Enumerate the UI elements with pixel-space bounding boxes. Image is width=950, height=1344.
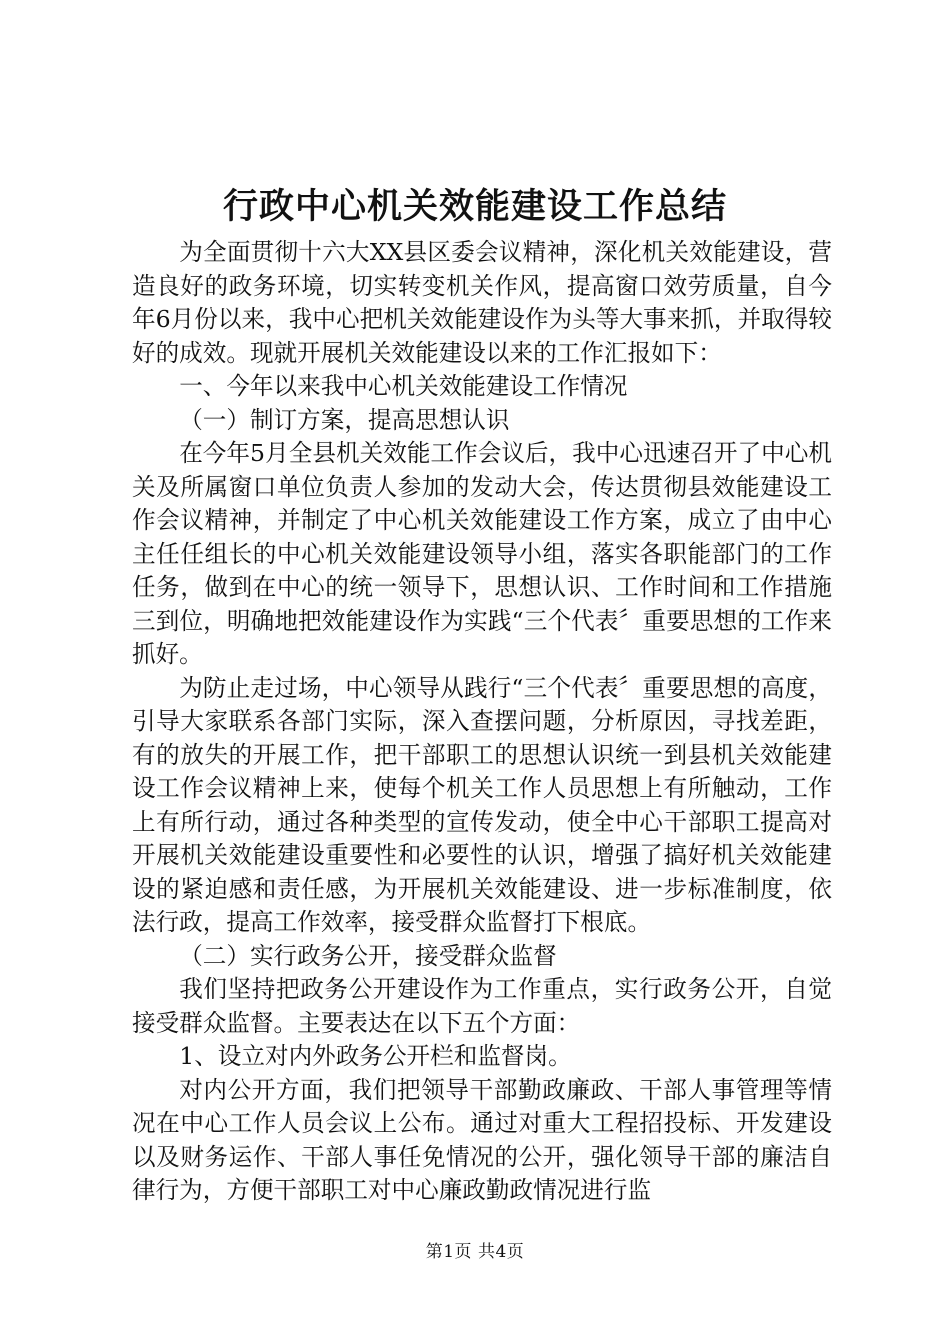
document-title: 行政中心机关效能建设工作总结 (222, 186, 727, 227)
paragraph: 我们坚持把政务公开建设作为工作重点，实行政务公开，自觉接受群众监督。主要表达在以下五个方面： (132, 975, 832, 1037)
heading-subsection-1: （一）制订方案，提高思想认识 (179, 405, 510, 434)
paragraph: 在今年5月全县机关效能工作会议后，我中心迅速召开了中心机关及所属窗口单位负责人参加的发动大会，传达贯彻县效能建设工作会议精神，并制定了中心机关效能建设工作方案，成立了由中心主任任组长的中心机关效能建设领导小组，落实各职能部门的工作任务，做到在中心的统一领导下，思想认识、工作时间和工作措施三到位，明确地把效能建设作为实践“三个代表〞重要思想的工作来抓好。 (132, 439, 832, 668)
document-body (132, 236, 832, 1208)
page-footer: 第1页 共4页 (425, 1242, 525, 1262)
heading-section-1: 一、今年以来我中心机关效能建设工作情况 (179, 372, 628, 400)
paragraph: 为防止走过场，中心领导从践行“三个代表〞重要思想的高度，引导大家联系各部门实际，深入查摆问题，分析原因，寻找差距，有的放失的开展工作，把干部职工的思想认识统一到县机关效能建设工作会议精神上来，使每个机关工作人员思想上有所触动，工作上有所行动，通过各种类型的宣传发动，使全中心干部职工提高对开展机关效能建设重要性和必要性的认识，增强了搞好机关效能建设的紧迫感和责任感，为开展机关效能建设、进一步标准制度，依法行政，提高工作效率，接受群众监督打下根底。 (132, 673, 832, 936)
heading-subsection-2: （二）实行政务公开，接受群众监督 (179, 941, 557, 970)
list-item: 1、设立对内外政务公开栏和监督岗。 (179, 1042, 572, 1070)
paragraph: 对内公开方面，我们把领导干部勤政廉政、干部人事管理等情况在中心工作人员会议上公布。通过对重大工程招投标、开发建设以及财务运作、干部人事任免情况的公开，强化领导干部的廉洁自律行为，方便干部职工对中心廉政勤政情况进行监 (132, 1075, 832, 1204)
paragraph-intro: 为全面贯彻十六大XX县区委会议精神，深化机关效能建设，营造良好的政务环境，切实转变机关作风，提高窗口效劳质量，自今年6月份以来，我中心把机关效能建设作为头等大事来抓，并取得较好的成效。现就开展机关效能建设以来的工作汇报如下： (132, 238, 832, 367)
